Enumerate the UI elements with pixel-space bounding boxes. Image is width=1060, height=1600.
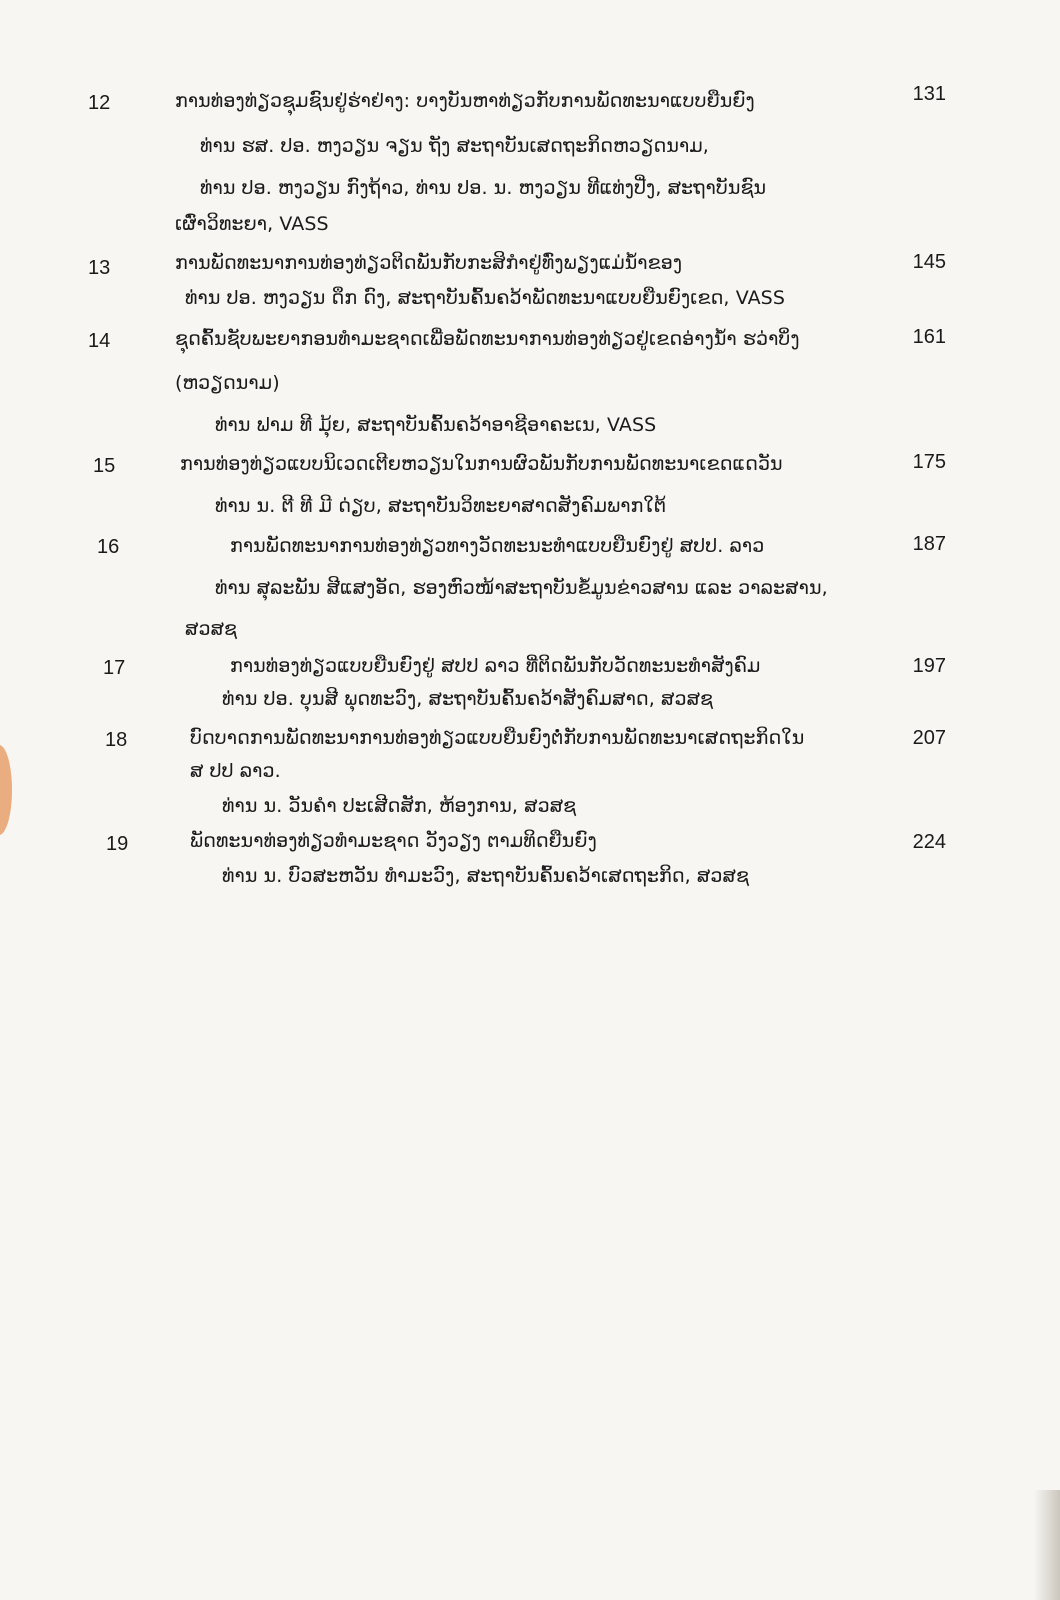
entry-author: ທ່ານ ນ. ຕີ ທີ ມີ ດ່ຽບ, ສະຖາບັນວິທະຍາສາດສັງຄົມພາກໃຕ້: [215, 495, 667, 517]
entry-number: 19: [106, 833, 129, 855]
entry-author: ທ່ານ ນ. ວັນຄຳ ປະເສີດສັກ, ຫ້ອງການ, ສວສຊ: [222, 795, 577, 817]
entry-number: 17: [103, 657, 126, 679]
page-edge-mark: [0, 745, 12, 835]
entry-number: 15: [93, 455, 116, 477]
entry-page-number: 161: [912, 326, 946, 348]
entry-page-number: 145: [912, 251, 946, 273]
entry-page-number: 187: [912, 533, 946, 555]
entry-author: ທ່ານ ສຸລະພັນ ສີແສງອັດ, ຮອງຫົວໜ້າສະຖາບັນຂໍ້ມູນຂ່າວສານ ແລະ ວາລະສານ,: [215, 577, 828, 599]
entry-number: 16: [97, 536, 120, 558]
entry-number: 13: [88, 257, 111, 279]
entry-page-number: 197: [912, 655, 946, 677]
entry-author: ທ່ານ ຮສ. ປອ. ຫງວຽນ ຈຽນ ຖັງ ສະຖາບັນເສດຖະກິດຫວຽດນາມ,: [200, 135, 709, 157]
entry-title-cont: ສ ປປ ລາວ.: [190, 760, 281, 782]
entry-title: ການພັດທະນາການທ່ອງທ່ຽວຕິດພັນກັບກະສິກຳຢູ່ທົ່ງພຽງແມ່ນ້ຳຂອງ: [175, 252, 683, 274]
entry-title: ບົດບາດການພັດທະນາການທ່ອງທ່ຽວແບບຍືນຍົງຕໍ່ກັບການພັດທະນາເສດຖະກິດໃນ: [190, 727, 805, 749]
entry-author: ທ່ານ ປອ. ບຸນສີ ພຸດທະວົງ, ສະຖາບັນຄົ້ນຄວ້າສັງຄົມສາດ, ສວສຊ: [222, 688, 714, 710]
entry-author: ເຜົ່າວິທະຍາ, VASS: [175, 213, 329, 235]
entry-author: ທ່ານ ນ. ບົວສະຫວັນ ທຳມະວົງ, ສະຖາບັນຄົ້ນຄວ້າເສດຖະກິດ, ສວສຊ: [222, 865, 750, 887]
entry-author: ທ່ານ ປອ. ຫງວຽນ ດຶກ ດົງ, ສະຖາບັນຄົ້ນຄວ້າພັດທະນາແບບຍືນຍົງເຂດ, VASS: [185, 287, 785, 309]
entry-title: ການທ່ອງທ່ຽວຊຸມຊົນຢູ່ຮ່າຢ່າງ: ບາງບັນຫາທ່ຽວກັບການພັດທະນາແບບຍືນຍົງ: [175, 90, 755, 112]
entry-author: ທ່ານ ປອ. ຫງວຽນ ກົງຖ້າວ, ທ່ານ ປອ. ນ. ຫງວຽນ ທີແທ່ງປີ່ງ, ສະຖາບັນຊົນ: [200, 177, 767, 199]
entry-page-number: 224: [912, 831, 946, 853]
entry-page-number: 175: [912, 451, 946, 473]
entry-title: ພັດທະນາທ່ອງທ່ຽວທຳມະຊາດ ວັງວຽງ ຕາມທິດຍືນຍົງ: [190, 830, 597, 852]
entry-number: 18: [105, 729, 128, 751]
entry-page-number: 131: [912, 83, 946, 105]
entry-title: ການທ່ອງທ່ຽວແບບນິເວດເຕີຍຫວຽນໃນການຜົວພັນກັບການພັດທະນາເຂດແດວັນ: [180, 453, 783, 475]
entry-author: ທ່ານ ຟາມ ທີ ມຸ້ຍ, ສະຖາບັນຄົ້ນຄວ້າອາຊີອາຄະເນ, VASS: [215, 414, 657, 436]
entry-title: ການທ່ອງທ່ຽວແບບຍືນຍົງຢູ່ ສປປ ລາວ ທີ່ຕິດພັນກັບວັດທະນະທຳສັງຄົມ: [230, 655, 761, 677]
entry-title-cont: (ຫວຽດນາມ): [175, 372, 280, 394]
page-edge-shadow: [1034, 1490, 1060, 1600]
entry-author: ສວສຊ: [185, 618, 238, 640]
entry-number: 12: [88, 92, 111, 114]
entry-title: ຊຸດຄົ້ນຊັບພະຍາກອນທຳມະຊາດເພື່ອພັດທະນາການທ່ອງທ່ຽວຢູ່ເຂດອ່າງນ້ຳ ຮວ່າບິ່ງ: [175, 328, 800, 350]
entry-title: ການພັດທະນາການທ່ອງທ່ຽວທາງວັດທະນະທຳແບບຍືນຍົງຢູ່ ສປປ. ລາວ: [230, 535, 765, 557]
entry-number: 14: [88, 330, 111, 352]
entry-page-number: 207: [912, 727, 946, 749]
